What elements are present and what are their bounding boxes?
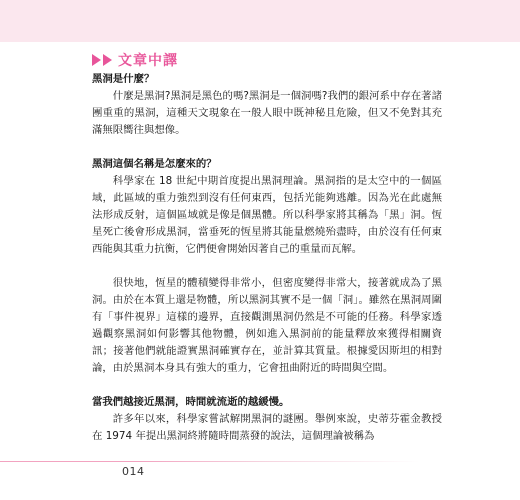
paragraph: 什麼是黑洞?黑洞是黑色的嗎?黑洞是一個洞嗎?我們的銀河系中存在著諸團重重的黑洞，這種天文現象在一般人眼中既神秘且危險，但又不免對其充滿無限嚮往與想像。 — [92, 90, 442, 136]
paragraph: 科學家在 18 世紀中期首度提出黑洞理論。黑洞指的是太空中的一個區域，此區域的重力強烈到沒有任何東西，包括光能夠逃離。因為光在此處無法形成反射，這個區域就是像是個黑體。所以科學家將其稱為「黑」洞。恆星死亡後會形成黑洞，當垂死的恆星將其能量燃燒殆盡時，由於沒有任何東西能與其重力抗衡，它們便會開始因著自己的重量而瓦解。 — [92, 175, 442, 255]
article-body — [92, 71, 442, 445]
heading-time-slows: 當我們越接近黑洞，時間就流逝的越緩慢。 — [92, 396, 290, 408]
paragraph: 許多年以來，科學家嘗試解開黑洞的謎團。舉例來說，史蒂芬霍金教授在 1974 年提出黑洞終將隨時間蒸發的說法，這個理論被稱為 — [92, 413, 442, 442]
double-triangle-icon-2 — [103, 54, 112, 66]
paragraph: 很快地，恆星的體積變得非常小，但密度變得非常大，接著就成為了黑洞。由於在本質上還是物體，所以黑洞其實不是一個「洞」。雖然在黑洞周圍有「事件視界」這樣的邊界，直接觀測黑洞仍然是不可能的任務。科學家透過觀察黑洞如何影響其他物體，例如進入黑洞前的能量釋放來獲得相關資訊；接著他們就能證實黑洞確實存在，並計算其質量。根據愛因斯坦的相對論，由於黑洞本身具有強大的重力，它會扭曲附近的時間與空間。 — [92, 277, 442, 374]
double-triangle-icon — [92, 54, 101, 66]
top-decorative-band — [0, 0, 520, 42]
footer-divider — [0, 461, 520, 462]
section-title-text: 文章中譯 — [118, 53, 178, 69]
section-title — [92, 50, 178, 70]
page-number: 014 — [122, 465, 145, 478]
heading-name-origin: 黑洞這個名稱是怎麼來的？ — [92, 158, 217, 170]
heading-what-is-black-hole: 黑洞是什麼？ — [92, 73, 155, 85]
